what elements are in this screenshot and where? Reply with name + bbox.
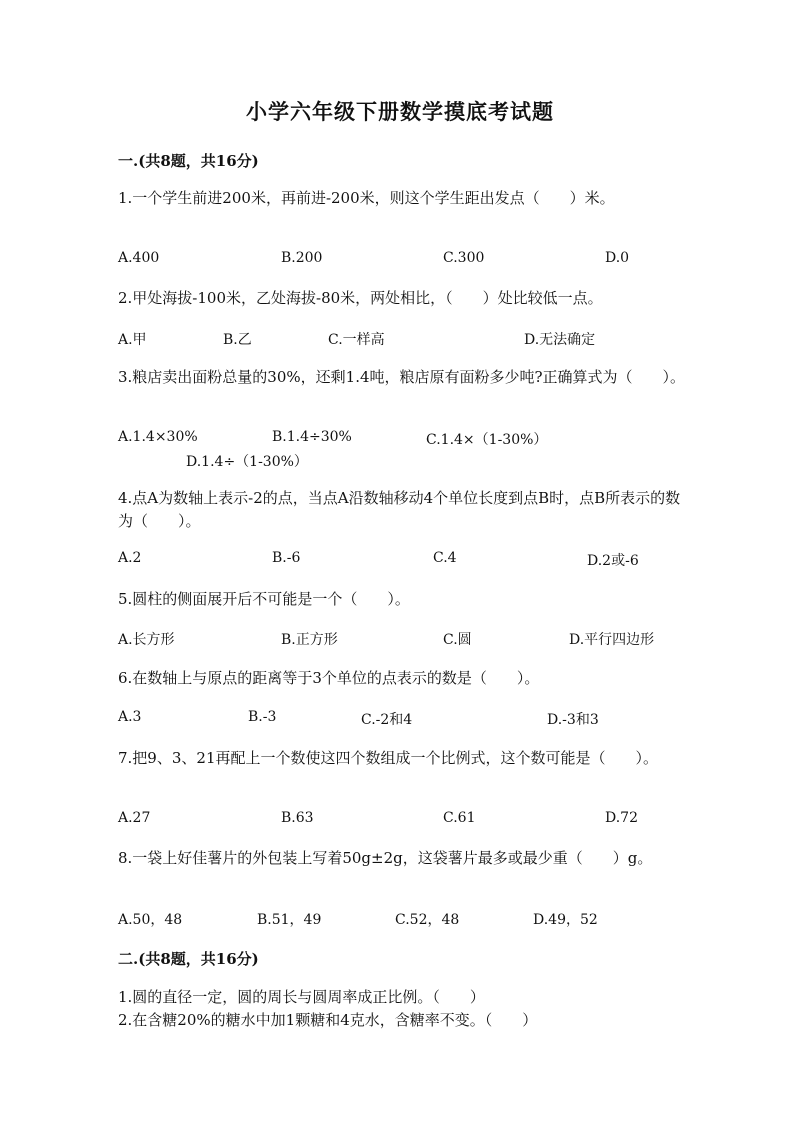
question-6: 6.在数轴上与原点的距离等于3个单位的点表示的数是（ ）。 (118, 669, 540, 687)
q1-option-a[interactable]: A.400 (118, 250, 160, 266)
q5-option-c[interactable]: C.圆 (443, 632, 472, 648)
q7-option-c[interactable]: C.61 (443, 810, 476, 826)
question-2: 2.甲处海拔-100米，乙处海拔-80米，两处相比，（ ）处比较低一点。 (118, 289, 603, 307)
question-1: 1.一个学生前进200米，再前进-200米，则这个学生距出发点（ ）米。 (118, 189, 615, 207)
judge-question-1: 1.圆的直径一定，圆的周长与圆周率成正比例。（ ） (118, 988, 485, 1006)
question-3: 3.粮店卖出面粉总量的30%，还剩1.4吨，粮店原有面粉多少吨?正确算式为（ ）。 (118, 368, 686, 386)
q6-option-b[interactable]: B.-3 (248, 709, 277, 725)
q8-option-d[interactable]: D.49，52 (533, 912, 598, 928)
question-7: 7.把9、3、21再配上一个数使这四个数组成一个比例式，这个数可能是（ ）。 (118, 749, 658, 767)
question-4: 4.点A为数轴上表示-2的点，当点A沿数轴移动4个单位长度到点B时，点B所表示的数为（ ）。 (118, 489, 681, 530)
question-5: 5.圆柱的侧面展开后不可能是一个（ ）。 (118, 590, 410, 608)
q3-option-d[interactable]: D.1.4÷（1-30%） (186, 454, 308, 470)
q4-option-a[interactable]: A.2 (118, 550, 142, 566)
q1-option-b[interactable]: B.200 (281, 250, 323, 266)
q6-option-a[interactable]: A.3 (118, 709, 142, 725)
q4-option-b[interactable]: B.-6 (272, 550, 301, 566)
q2-option-d[interactable]: D.无法确定 (524, 332, 596, 348)
q5-option-b[interactable]: B.正方形 (281, 632, 338, 648)
q8-option-b[interactable]: B.51，49 (257, 912, 322, 928)
q1-option-c[interactable]: C.300 (443, 250, 485, 266)
page-title: 小学六年级下册数学摸底考试题 (246, 99, 554, 124)
q7-option-a[interactable]: A.27 (118, 810, 151, 826)
q2-option-b[interactable]: B.乙 (223, 332, 252, 348)
q8-option-c[interactable]: C.52，48 (395, 912, 460, 928)
judge-question-2: 2.在含糖20%的糖水中加1颗糖和4克水，含糖率不变。（ ） (118, 1011, 538, 1029)
q3-option-b[interactable]: B.1.4÷30% (272, 429, 352, 445)
q3-option-c[interactable]: C.1.4×（1-30%） (426, 432, 548, 448)
q4-option-d[interactable]: D.2或-6 (587, 553, 639, 569)
q2-option-c[interactable]: C.一样高 (328, 332, 385, 348)
q5-option-a[interactable]: A.长方形 (118, 632, 175, 648)
q2-option-a[interactable]: A.甲 (118, 332, 147, 348)
section-heading-1: 一.(共8题，共16分) (118, 152, 259, 170)
q7-option-d[interactable]: D.72 (605, 810, 638, 826)
q8-option-a[interactable]: A.50，48 (118, 912, 183, 928)
q6-option-c[interactable]: C.-2和4 (361, 712, 413, 728)
section-heading-2: 二.(共8题，共16分) (118, 950, 259, 968)
q1-option-d[interactable]: D.0 (605, 250, 630, 266)
q6-option-d[interactable]: D.-3和3 (547, 712, 599, 728)
q7-option-b[interactable]: B.63 (281, 810, 314, 826)
question-8: 8.一袋上好佳薯片的外包装上写着50g±2g，这袋薯片最多或最少重（ ）g。 (118, 849, 653, 867)
q5-option-d[interactable]: D.平行四边形 (569, 632, 655, 648)
q4-option-c[interactable]: C.4 (433, 550, 457, 566)
q3-option-a[interactable]: A.1.4×30% (118, 429, 198, 445)
